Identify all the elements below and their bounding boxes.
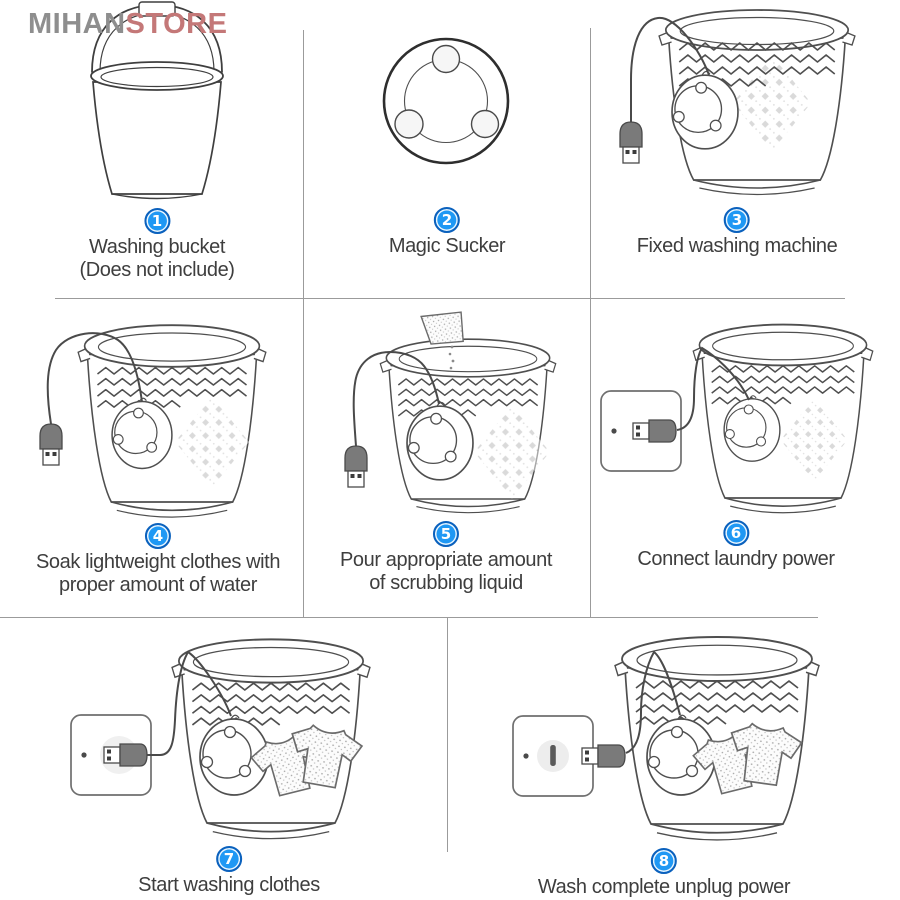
step-7 <box>138 846 320 897</box>
caption-line: proper amount of water <box>59 574 257 596</box>
caption-line: (Does not include) <box>79 259 235 281</box>
suction-cup <box>472 111 499 138</box>
step-5-number-badge: 5 <box>433 521 459 547</box>
suction-cup <box>395 110 423 138</box>
step-1-number-badge: 1 <box>144 208 170 234</box>
usb-plug <box>620 122 642 163</box>
caption-line: Pour appropriate amount <box>339 549 553 571</box>
step-6-number-badge: 6 <box>723 520 749 546</box>
step-1 <box>79 208 234 282</box>
step-2 <box>389 207 505 258</box>
panel-7-start-washing <box>71 639 370 838</box>
step-2-number-badge: 2 <box>434 207 460 233</box>
panel-4-soak-clothes <box>40 325 266 517</box>
step-5 <box>340 521 552 595</box>
usb-plug <box>582 745 625 767</box>
panel-8-unplug-power <box>513 637 819 840</box>
step-4 <box>36 523 280 597</box>
panel-2-magic-sucker <box>384 39 508 163</box>
caption-line: Magic Sucker <box>388 235 506 257</box>
caption-line: Fixed washing machine <box>636 235 838 257</box>
caption-line: Wash complete unplug power <box>537 876 791 898</box>
step-4-caption <box>36 551 280 597</box>
step-6-caption <box>637 548 834 571</box>
caption-line: Washing bucket <box>89 236 225 258</box>
step-8-number-badge: 8 <box>651 848 677 874</box>
step-7-caption <box>138 874 320 897</box>
step-4-number-badge: 4 <box>145 523 171 549</box>
step-8 <box>538 848 790 899</box>
brand-logo <box>28 8 227 41</box>
bucket <box>78 325 266 517</box>
brand-suffix: STORE <box>125 8 228 40</box>
usb-plug <box>104 744 147 766</box>
caption-line: of scrubbing liquid <box>369 572 523 594</box>
bucket <box>693 325 873 513</box>
step-3-caption <box>637 235 838 258</box>
brand-prefix: MIHAN <box>28 8 126 40</box>
caption-line: Start washing clothes <box>138 874 320 896</box>
step-1-caption <box>79 236 234 282</box>
caption-line: Soak lightweight clothes with <box>35 551 281 573</box>
usb-plug <box>40 424 62 465</box>
step-3 <box>637 207 838 258</box>
socket-pin <box>550 745 556 766</box>
step-7-number-badge: 7 <box>216 846 242 872</box>
suction-cup <box>433 46 460 73</box>
caption-line: Connect laundry power <box>637 548 835 570</box>
usb-plug <box>345 446 367 487</box>
step-2-caption <box>389 235 505 258</box>
step-3-number-badge: 3 <box>724 207 750 233</box>
step-6 <box>637 520 834 571</box>
usb-plug <box>633 420 676 442</box>
step-8-caption <box>538 876 790 899</box>
panel-6-connect-power <box>601 325 873 513</box>
step-5-caption <box>340 549 552 595</box>
panel-3-fixed-washing-machine <box>620 10 855 195</box>
panel-5-pour-liquid <box>345 308 556 512</box>
